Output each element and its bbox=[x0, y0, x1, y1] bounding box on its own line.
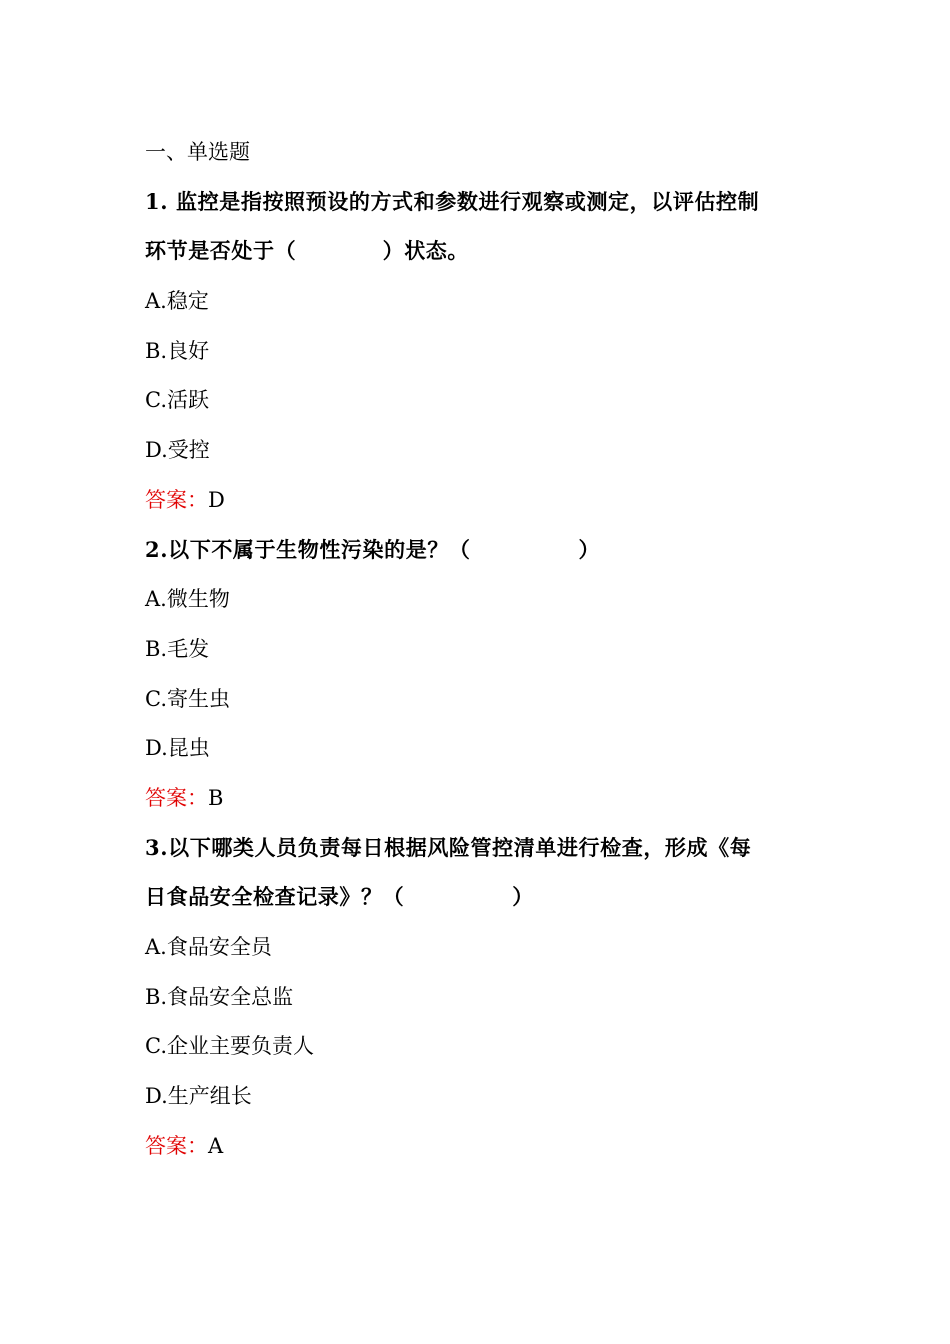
option-a: A.稳定 bbox=[145, 289, 209, 314]
question-stem: 以下哪类人员负责每日根据风险管控清单进行检查，形成《每 bbox=[168, 834, 752, 860]
answer-value: D bbox=[208, 487, 225, 512]
question-block bbox=[145, 530, 813, 828]
question-text-line bbox=[145, 877, 813, 927]
answer-label: 答案： bbox=[145, 487, 208, 512]
question-stem: 监控是指按照预设的方式和参数进行观察或测定，以评估控制 bbox=[176, 188, 760, 214]
option-b: B.毛发 bbox=[145, 636, 210, 661]
answer-label: 答案： bbox=[145, 1133, 208, 1158]
question-text-line bbox=[145, 182, 813, 232]
question-text-line bbox=[145, 231, 813, 281]
option-c: C.寄生虫 bbox=[145, 686, 230, 711]
answer-line bbox=[145, 480, 813, 530]
question-stem-continued: 环节是否处于（ ）状态。 bbox=[145, 238, 469, 264]
option-a: A.食品安全员 bbox=[145, 935, 272, 959]
question-block bbox=[145, 182, 813, 530]
option-c: C.企业主要负责人 bbox=[145, 1034, 314, 1059]
question-number: 3. bbox=[145, 834, 169, 860]
document-content bbox=[145, 132, 813, 1175]
question-block bbox=[145, 828, 813, 1176]
question-number: 1. bbox=[145, 188, 169, 214]
answer-line bbox=[145, 778, 813, 828]
question-stem: 以下不属于生物性污染的是？（ ） bbox=[168, 536, 601, 562]
question-stem-continued: 日食品安全检查记录》？（ ） bbox=[145, 884, 534, 910]
answer-line bbox=[145, 1126, 813, 1176]
section-title: 一、单选题 bbox=[145, 140, 250, 164]
answer-value: A bbox=[208, 1133, 224, 1158]
question-text-line bbox=[145, 530, 813, 580]
option-b: B.良好 bbox=[145, 338, 210, 363]
option-b: B.食品安全总监 bbox=[145, 984, 294, 1009]
question-number: 2. bbox=[145, 536, 169, 562]
answer-value: B bbox=[208, 785, 224, 810]
option-c: C.活跃 bbox=[145, 388, 209, 413]
option-d: D.受控 bbox=[145, 438, 210, 463]
answer-label: 答案： bbox=[145, 785, 208, 810]
question-text-line bbox=[145, 828, 813, 878]
option-d: D.生产组长 bbox=[145, 1084, 252, 1109]
option-d: D.昆虫 bbox=[145, 736, 210, 761]
option-a: A.微生物 bbox=[145, 587, 230, 612]
